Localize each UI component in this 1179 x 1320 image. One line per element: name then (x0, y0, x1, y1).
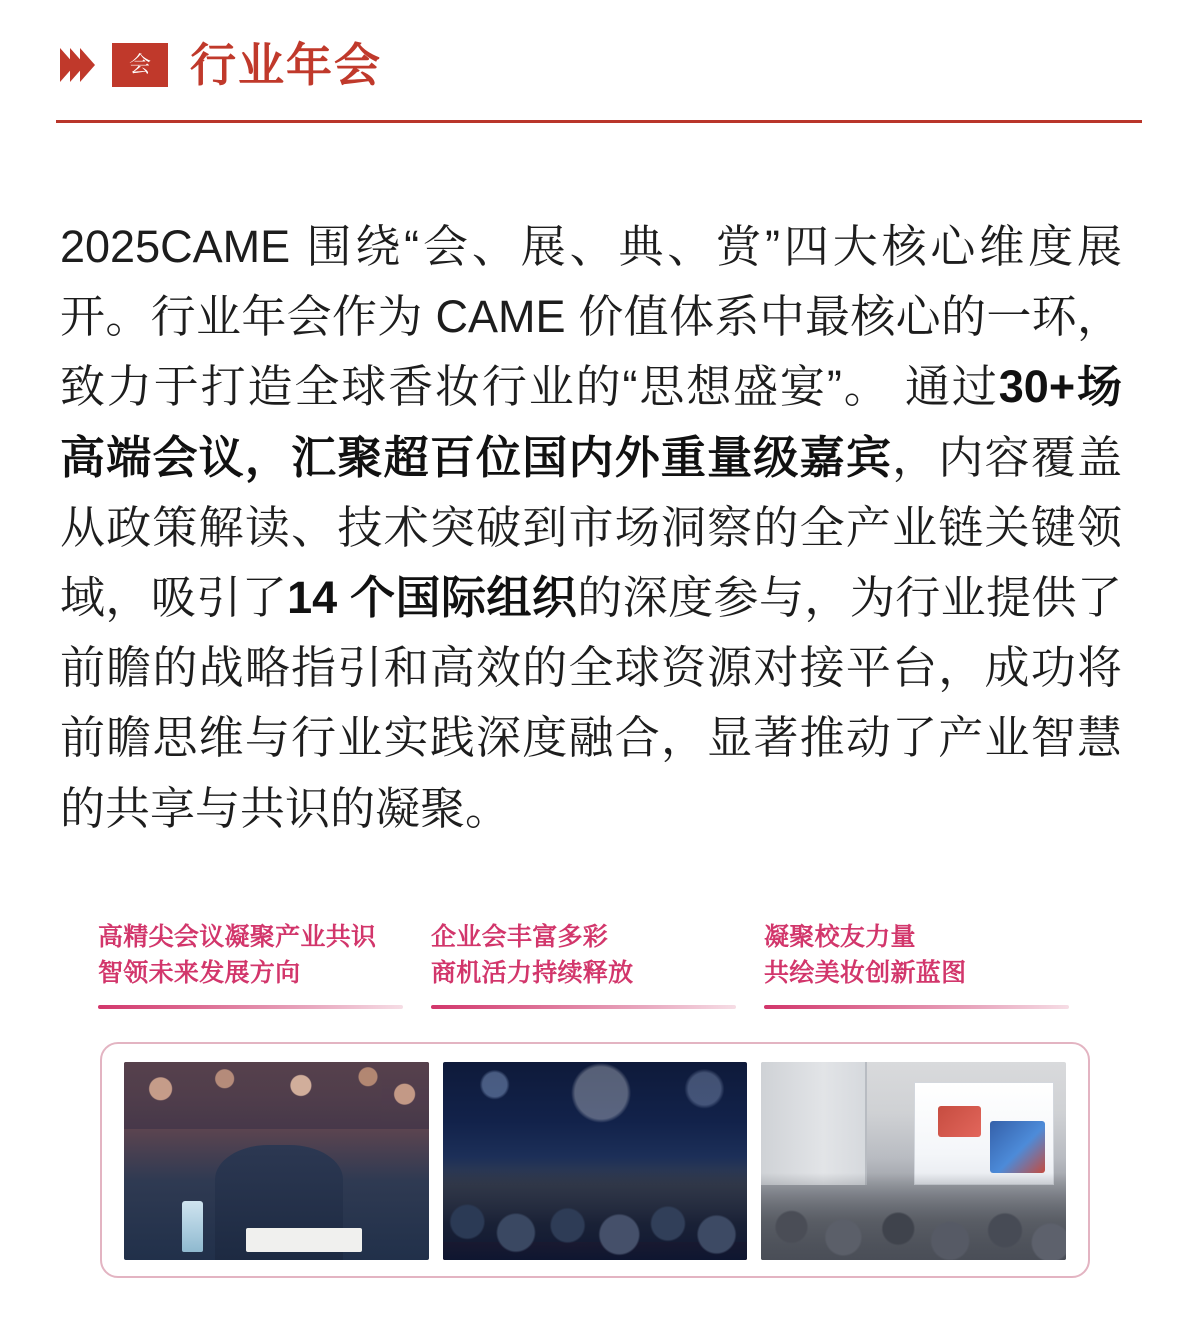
article-segment-bold: 30+场高端会议，汇聚超百位国内外重量级嘉宾 (60, 361, 1122, 483)
caption-line-1: 凝聚校友力量 (764, 923, 916, 951)
article-segment-bold: 14 个国际组织 (287, 571, 578, 623)
caption-line-1: 企业会丰富多彩 (431, 923, 609, 951)
header-divider (56, 120, 1142, 123)
photo-gallery (100, 1042, 1090, 1278)
caption-line-2: 智领未来发展方向 (98, 958, 301, 987)
photo-detail-bottle (182, 1201, 203, 1252)
caption-item (764, 920, 1097, 1009)
section-badge: 会 (112, 43, 168, 87)
photo-detail-floor-band (443, 1242, 748, 1260)
photo-detail-banner-a (938, 1106, 981, 1138)
header-title-group (60, 34, 382, 96)
article-segment: 的深度参与，为行业提供了前瞻的战略指引和高效的全球资源对接平台，成功将前瞻思维与行业实践深度融合，显著推动了产业智慧的共享与共识的凝聚。 (60, 571, 1122, 834)
page-title: 行业年会 (190, 39, 382, 91)
photo-detail-banner-b (990, 1121, 1045, 1172)
caption-item (98, 920, 431, 1009)
caption-item (431, 920, 764, 1009)
gallery-photo-1 (124, 1062, 429, 1260)
photo-detail-nameplate (246, 1228, 362, 1252)
article-paragraph (60, 212, 1122, 844)
photo-detail-wall-panel (761, 1062, 867, 1185)
section-header (0, 0, 1179, 126)
caption-line-2: 商机活力持续释放 (431, 958, 634, 987)
caption-line-2: 共绘美妆创新蓝图 (764, 958, 967, 987)
article-segment: ，内容覆盖从政策解读、技术突破到市场洞察的全产业链关键领域，吸引了 (60, 431, 1122, 623)
caption-underline (764, 1005, 1069, 1009)
gallery-photo-3 (761, 1062, 1066, 1260)
article-segment: 2025CAME 围绕“会、展、典、赏”四大核心维度展开。行业年会作为 CAME 价值体系中最核心的一环，致力于打造全球香妆行业的“思想盛宴”。 通过 (60, 221, 1122, 413)
caption-row (98, 920, 1098, 1009)
article-body (60, 212, 1122, 844)
double-chevron-right-icon (60, 48, 90, 82)
caption-underline (98, 1005, 403, 1009)
caption-line-1: 高精尖会议凝聚产业共识 (98, 923, 377, 951)
caption-underline (431, 1005, 736, 1009)
gallery-photo-2 (443, 1062, 748, 1260)
